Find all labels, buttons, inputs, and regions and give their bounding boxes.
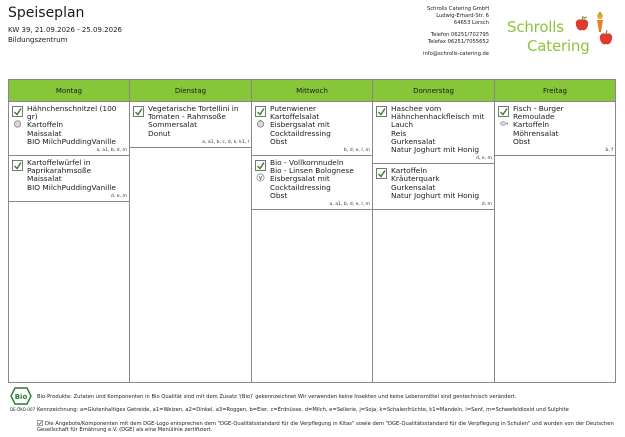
- allergen-codes: d, e, m: [110, 193, 127, 199]
- meal-text: Bio - Vollkornnudeln Bio - Linsen Bolognese Eisbergsalat mit Cocktaildressing Obst: [270, 158, 354, 200]
- meal-text: Kartoffelwürfel in Paprikarahmsoße Maissalat BIO MilchPuddingVanille: [27, 158, 116, 192]
- dge-icon: [376, 106, 387, 117]
- day-header: Mittwoch: [252, 80, 372, 102]
- menu-grid: [8, 79, 616, 383]
- dge-icon: [255, 160, 266, 171]
- dge-icon: [255, 106, 266, 117]
- dge-icon: [12, 160, 23, 171]
- logo-text-catering: Catering: [527, 37, 590, 55]
- fish-icon: [499, 119, 508, 128]
- day-header: Freitag: [495, 80, 615, 102]
- company-logo: [505, 8, 617, 60]
- meal-text: Haschee vom Hähnchenhackfleisch mit Lauch Reis Gurkensalat Natur Joghurt mit Honig: [391, 104, 485, 155]
- vegan-icon: [256, 173, 265, 182]
- dge-notice: [37, 420, 617, 434]
- day-header: Dienstag: [130, 80, 251, 102]
- company-fax: Telefax 06251/7055652: [427, 39, 489, 45]
- day-column-dienstag: [130, 80, 252, 382]
- allergen-codes: a, a1, b, c, d, k, k1, l: [202, 139, 249, 145]
- company-email[interactable]: info@schrolls-catering.de: [423, 51, 489, 57]
- allergen-legend: Kennzeichnung: a=Glutenhaltiges Getreide, a1=Weizen, a2=Dinkel, a3=Roggen, b=Eier, c=Erdnüsse, d=Milch, e=Sellerie, j=Soja, k=Schalenfrüchte, k1=Mandeln, l=Senf, m=Schwefeldioxid und Sulphite: [37, 407, 569, 413]
- allergen-codes: a, a1, b, d, e, l, m: [329, 202, 370, 208]
- meal-text: Vegetarische Tortellini in Tomaten - Rahmsoße Sommersalat Donut: [148, 104, 239, 138]
- carrot-figure-icon: [593, 12, 607, 34]
- logo-text-schrolls: Schrolls: [507, 18, 564, 36]
- dge-icon: [12, 106, 23, 117]
- day-column-freitag: [495, 80, 615, 382]
- company-address: [423, 6, 489, 58]
- meal-item: [373, 102, 494, 164]
- day-header: Montag: [9, 80, 129, 102]
- bio-seal: [10, 387, 36, 413]
- bio-notice: Bio-Produkte: Zutaten und Komponenten in Bio Qualität sind mit dem Zusatz '(Bio)' gekennzeichnet Wir verwenden keine Insekten und keine Lebensmittel sind gentechnisch verändert.: [37, 394, 517, 400]
- meal-item: [373, 164, 494, 210]
- day-column-mittwoch: [252, 80, 373, 382]
- allergen-codes: a, a1, b, d, m: [96, 148, 127, 154]
- day-column-donnerstag: [373, 80, 495, 382]
- red-apple-icon: [575, 16, 589, 32]
- allergen-codes: b, d, e, l, m: [343, 148, 370, 154]
- meal-item: [252, 102, 372, 156]
- meal-item: [495, 102, 615, 156]
- bio-hexagon-icon: [10, 387, 32, 405]
- turkey-icon: [256, 119, 265, 128]
- company-name: Schrolls Catering GmbH: [427, 6, 489, 12]
- meal-text: Hähnchenschnitzel (100 gr) Kartoffeln Maissalat BIO MilchPuddingVanille: [27, 104, 117, 146]
- chicken-icon: [13, 119, 22, 128]
- dge-notice-text: Die Angebote/Komponenten mit dem DGE-Logo entsprechen dem "DGE-Qualitätsstandard für die Verpflegung in Kitas" sowie dem "DGE-Qualitätsstandard für die Verpflegung in Schulen" und wurden von der Deutschen Gesellschaft für Ernährung e.V. (DGE) als eine Menülinie zertifiziert.: [37, 421, 614, 434]
- page-title: Speiseplan: [8, 5, 85, 21]
- meal-text: Kartoffeln Kräuterquark Gurkensalat Natur Joghurt mit Honig: [391, 166, 480, 200]
- dge-icon: [133, 106, 144, 117]
- company-street: Ludwig-Erhard-Str. 6: [436, 13, 489, 19]
- company-city: 64653 Lorsch: [453, 20, 489, 26]
- svg-text:Bio: Bio: [14, 393, 28, 401]
- bio-code: DE-ÖKO-007: [10, 407, 36, 413]
- company-phone: Telefon 06251/702795: [430, 32, 489, 38]
- day-column-montag: [9, 80, 130, 382]
- day-header: Donnerstag: [373, 80, 494, 102]
- meal-text: Fisch - Burger Remoulade Kartoffeln Möhrensalat Obst: [513, 104, 564, 146]
- allergen-codes: d, m: [481, 202, 492, 208]
- allergen-codes: b, f: [605, 148, 613, 154]
- dge-icon: [37, 420, 43, 426]
- meal-item: [9, 102, 129, 156]
- dge-icon: [376, 168, 387, 179]
- meal-item: [130, 102, 251, 148]
- meal-item: [252, 156, 372, 210]
- week-range: KW 39, 21.09.2026 - 25.09.2026: [8, 26, 122, 34]
- allergen-codes: d, e, m: [475, 156, 492, 162]
- meal-item: [9, 156, 129, 202]
- meal-text: Putenwiener Kartoffelsalat Eisbergsalat mit Cocktaildressing Obst: [270, 104, 331, 146]
- dge-icon: [498, 106, 509, 117]
- location-label: Bildungszentrum: [8, 36, 68, 44]
